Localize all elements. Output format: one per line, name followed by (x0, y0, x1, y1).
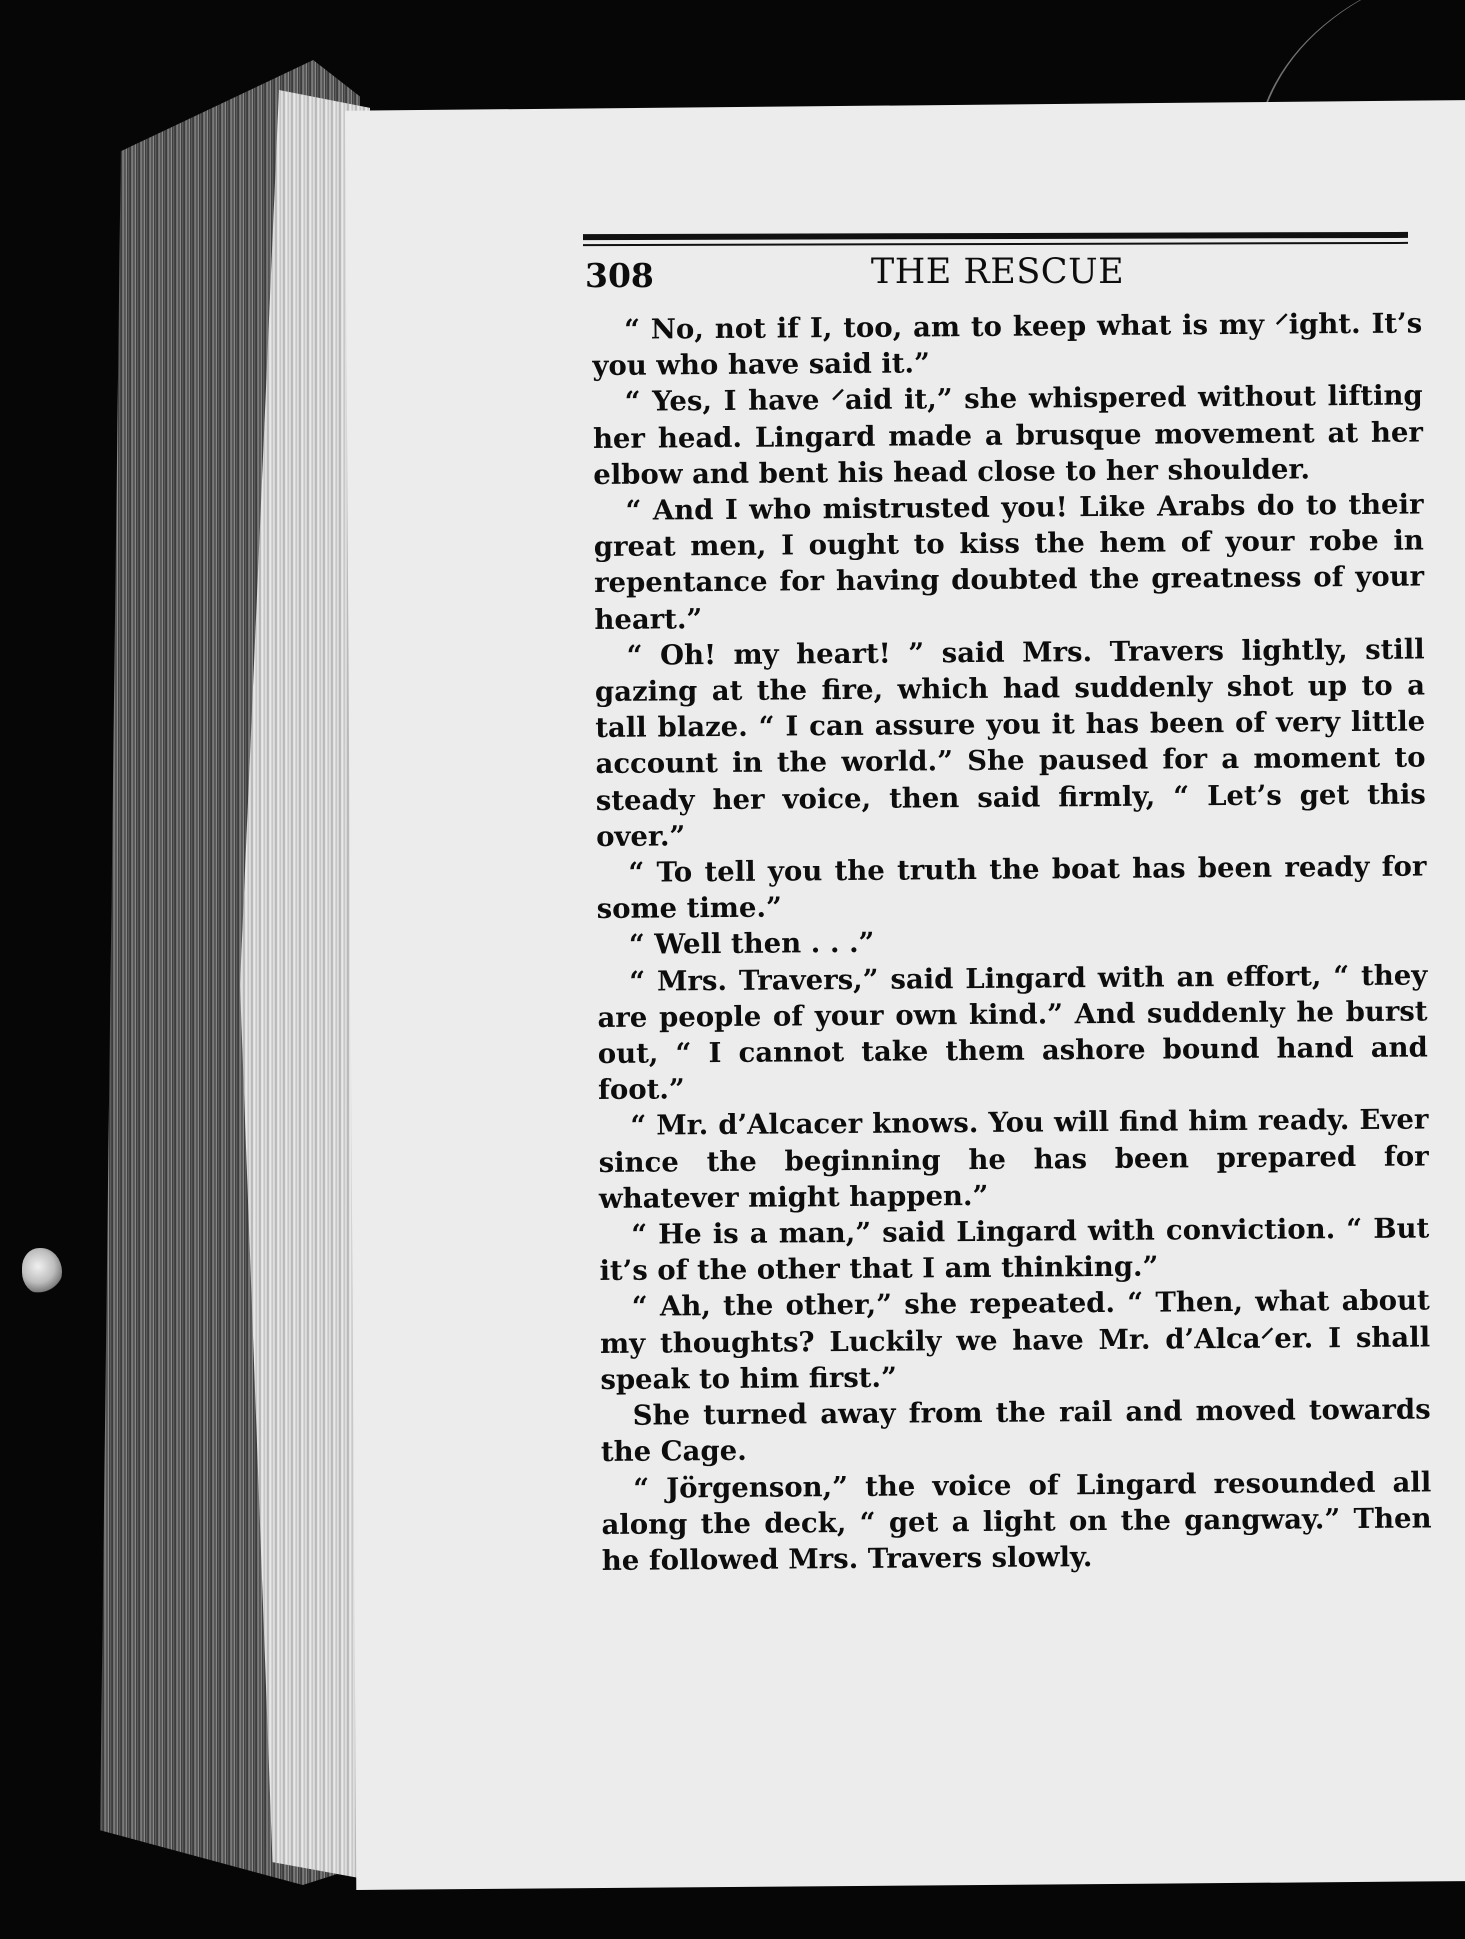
paragraph: “ Oh! my heart! ” said Mrs. Travers lightly, still gazing at the fire, which had suddenly shot up to a tall blaze. “ I can assure you it has been of very little account in the world.” She paused for a moment to steady her voice, then said firmly, “ Let’s get this over.” (594, 633, 1426, 853)
paragraph: “ Jörgenson,” the voice of Lingard resounded all along the deck, “ get a light on the gangway.” Then he followed Mrs. Travers slowly. (601, 1465, 1432, 1577)
paragraph: “ And I who mistrusted you! Like Arabs do to their great men, I ought to kiss the hem of your robe in repentance for having doubted the greatness of your heart.” (593, 488, 1425, 636)
body-text (592, 305, 1432, 1579)
paragraph: “ Ah, the other,” she repeated. “ Then, what about my thoughts? Luckily we have Mr. d’Alca⸍er. I shall speak to him first.” (599, 1284, 1431, 1396)
page-header (585, 248, 1410, 300)
paragraph: “ To tell you the truth the boat has been ready for some time.” (596, 850, 1427, 926)
paragraph: “ Mrs. Travers,” said Lingard with an effort, “ they are people of your own kind.” And suddenly he burst out, “ I cannot take them ashore bound hand and foot.” (597, 959, 1428, 1107)
paragraph: “ Yes, I have ⸍aid it,” she whispered without lifting her head. Lingard made a brusque movement at her elbow and bent his head close to her shoulder. (592, 379, 1424, 491)
paragraph: “ He is a man,” said Lingard with conviction. “ But it’s of the other that I am thinking.” (599, 1212, 1430, 1288)
paragraph: “ No, not if I, too, am to keep what is my ⸍ight. It’s you who have said it.” (592, 307, 1423, 383)
running-title: THE RESCUE (870, 252, 1125, 292)
paragraph: She turned away from the rail and moved towards the Cage. (600, 1393, 1431, 1469)
scan-artifact-speck (22, 1248, 62, 1294)
page-number: 308 (585, 256, 654, 295)
paragraph: “ Mr. d’Alcacer knows. You will find him ready. Ever since the beginning he has been prepared for whatever might happen.” (598, 1103, 1429, 1215)
paragraph: “ Well then . . .” (628, 927, 875, 962)
